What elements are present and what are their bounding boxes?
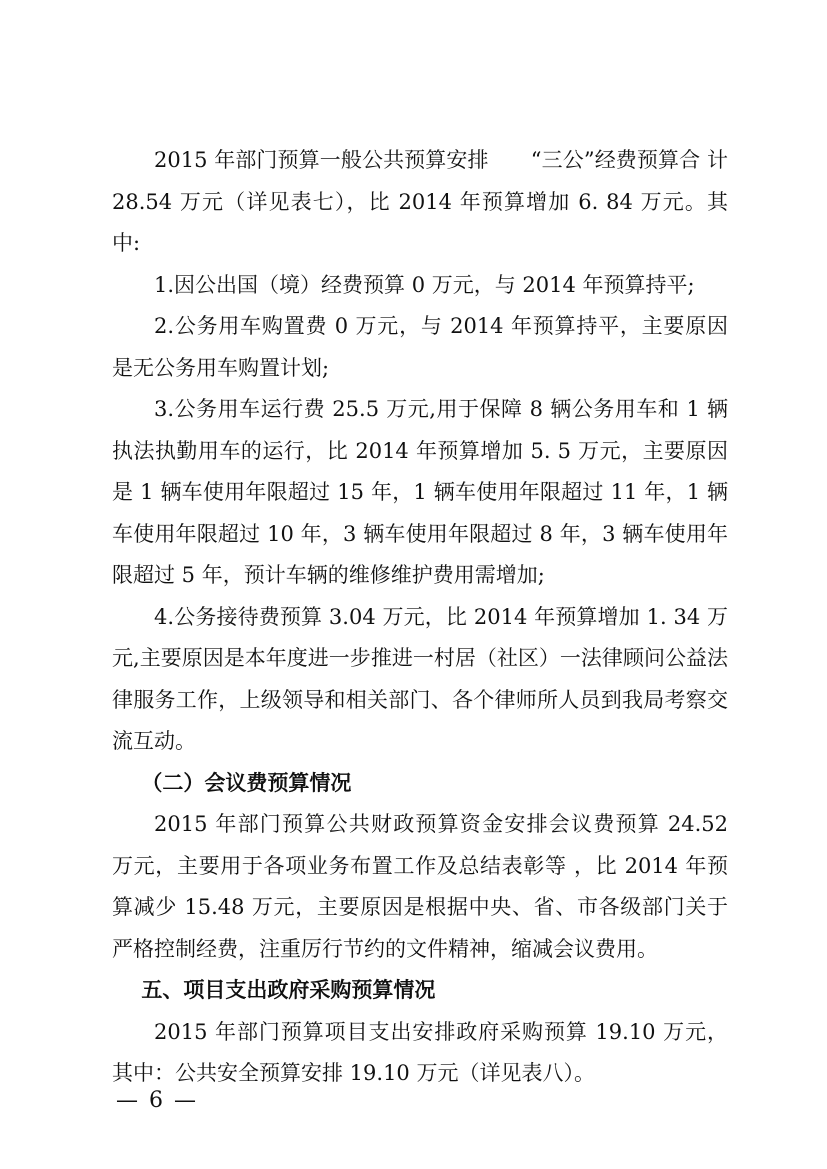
paragraph-three-public-expenses: 2015 年部门预算一般公共预算安排 “三公”经费预算合 计 28.54 万元（详见表七），比 2014 年预算增加 6. 84 万元。其中: — [112, 148, 728, 255]
page-number: — 6 — — [116, 1088, 198, 1113]
paragraph-procurement: 2015 年部门预算项目支出安排政府采购预算 19.10 万元，其中：公共安全预算安排 19.10 万元（详见表八）。 — [112, 1019, 728, 1085]
section-heading-meeting-expenses: （二）会议费预算情况 — [141, 770, 352, 795]
section-heading-procurement: 五、项目支出政府采购预算情况 — [141, 978, 436, 1002]
paragraph-meeting-expenses: 2015 年部门预算公共财政预算资金安排会议费预算 24.52 万元，主要用于各项业务布置工作及总结表彰等 ，比 2014 年预算减少 15.48 万元，主要原因是根据中央、省、市各级部门关于严格控制经费，注重厉行节约的文件精神，缩减会议费用。 — [112, 812, 728, 961]
paragraph-reception-expenses: 4.公务接待费预算 3.04 万元，比 2014 年预算增加 1. 34 万元,主要原因是本年度进一步推进一村居（社区）一法律顾问公益法律服务工作，上级领导和相关部门、各个律师所人员到我局考察交流互动。 — [112, 604, 728, 753]
document-body — [112, 140, 728, 1095]
paragraph-vehicle-operation: 3.公务用车运行费 25.5 万元,用于保障 8 辆公务用车和 1 辆执法执勤用车的运行，比 2014 年预算增加 5. 5 万元，主要原因是 1 辆车使用年限超过 15 年，1 辆车使用年限超过 11 年，1 辆车使用年限超过 10 年，3 辆车使用年限超过 8 年，3 辆车使用年限超过 5 年，预计车辆的维修维护费用需增加; — [112, 397, 728, 587]
paragraph-vehicle-purchase: 2.公务用车购置费 0 万元，与 2014 年预算持平，主要原因是无公务用车购置计划; — [112, 314, 728, 380]
paragraph-overseas-travel: 1.因公出国（境）经费预算 0 万元，与 2014 年预算持平; — [154, 272, 695, 297]
